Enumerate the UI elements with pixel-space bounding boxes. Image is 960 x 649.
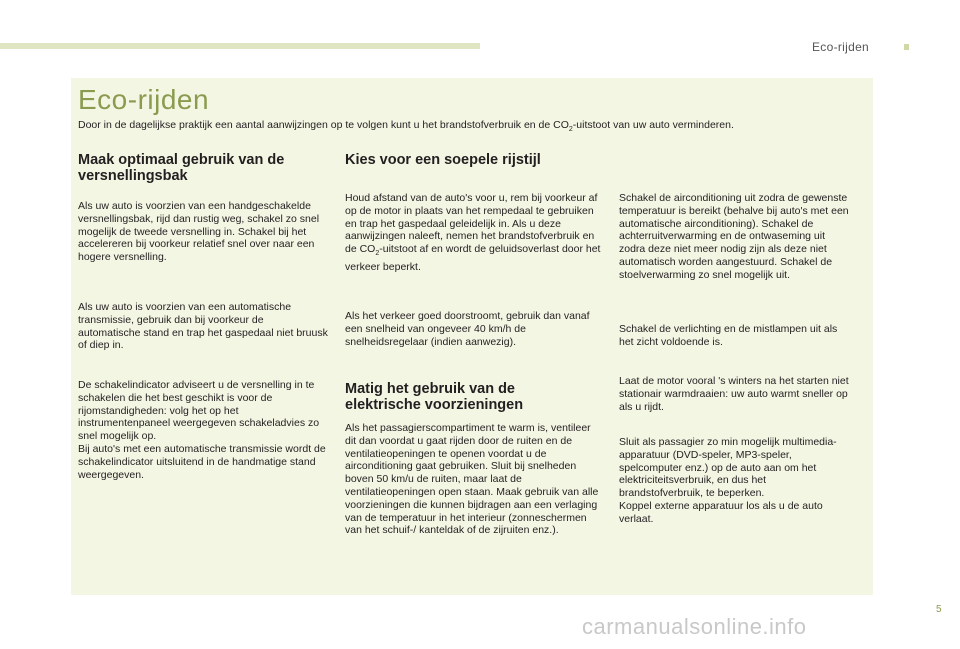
page-title: Eco-rijden bbox=[78, 84, 210, 115]
page-number: 5 bbox=[936, 604, 942, 615]
paragraph-part: Houd afstand van de auto's voor u, rem bij voorkeur af op de motor in plaats van het rempedaal te gebruiken en trap het gaspedaal geleidelijk in. Als u deze aanwijzingen naleeft, nemen het brandstofverbruik en de CO bbox=[345, 192, 598, 256]
intro-text-part: -uitstoot van uw auto verminderen. bbox=[572, 119, 734, 131]
intro-text bbox=[78, 119, 868, 136]
heading-gearbox bbox=[78, 152, 328, 184]
paragraph-lighting: Schakel de verlichting en de mistlampen uit als het zicht voldoende is. bbox=[619, 323, 838, 348]
co2-subscript: 2 bbox=[375, 250, 380, 258]
paragraph-shift-indicator bbox=[78, 379, 328, 481]
header-marker bbox=[904, 44, 909, 50]
heading-line: Matig het gebruik van de bbox=[345, 381, 515, 397]
paragraph-part: De schakelindicator adviseert u de versnelling in te schakelen die het best geschikt is voor de rijomstandigheden: volg het op het instrumentenpaneel weergegeven schakeladvies zo snel mogelijk op. bbox=[78, 379, 320, 443]
heading-line: Maak optimaal gebruik van de bbox=[78, 152, 285, 168]
paragraph-multimedia bbox=[619, 436, 851, 526]
watermark-logo: carmanualsonline.info bbox=[582, 614, 807, 639]
heading-line: versnellingsbak bbox=[78, 168, 188, 184]
heading-electrical bbox=[345, 381, 605, 413]
paragraph-smooth-driving bbox=[345, 192, 601, 274]
paragraph-ventilation: Als het passagierscompartiment te warm is, ventileer dit dan voordat u gaat rijden door de ruiten en de ventilatieopeningen te openen voordat u de airconditioning gaat gebruiken. Sluit bij snelheden boven 50 km/u de ruiten, maar laat de ventilatieopeningen open staan. Maak gebruik van alle voorzieningen die kunnen bijdragen aan een verlaging van de temperatuur in het interieur (zonneschermen van het schuif-/ kanteldak of de zijruiten enz.). bbox=[345, 422, 599, 537]
header-bar bbox=[0, 43, 480, 49]
paragraph-part: Koppel externe apparatuur los als u de auto verlaat. bbox=[619, 499, 823, 525]
paragraph-cruise-control: Als het verkeer goed doorstroomt, gebruik dan vanaf een snelheid van ongeveer 40 km/h de snelheidsregelaar (indien aanwezig). bbox=[345, 310, 590, 348]
paragraph-part: -uitstoot af en wordt de geluidsoverlast door het verkeer beperkt. bbox=[345, 243, 601, 274]
intro-text-part: Door in de dagelijkse praktijk een aantal aanwijzingen op te volgen kunt u het brandstofverbruik en de CO bbox=[78, 119, 569, 131]
paragraph-warming-up: Laat de motor vooral 's winters na het starten niet stationair warmdraaien: uw auto warmt sneller op als u rijdt. bbox=[619, 375, 849, 413]
intro-subscript: 2 bbox=[568, 126, 573, 134]
section-header: Eco-rijden bbox=[812, 40, 870, 54]
paragraph-airconditioning: Schakel de airconditioning uit zodra de gewenste temperatuur is bereikt (behalve bij auto's met een automatische airconditioning). Schakel de achterruitverwarming en de ontwaseming uit zodra deze niet meer nodig zijn als deze niet automatisch worden aangestuurd. Schakel de stoelverwarming zo snel mogelijk uit. bbox=[619, 192, 849, 281]
heading-line: elektrische voorzieningen bbox=[345, 397, 524, 413]
paragraph-part: Sluit als passagier zo min mogelijk multimedia-apparatuur (DVD-speler, MP3-speler, spelcomputer enz.) op de auto aan om het elektriciteitsverbruik, en dus het brandstofverbruik, te beperken. bbox=[619, 436, 837, 500]
paragraph-part: Bij auto's met een automatische transmissie wordt de schakelindicator uitsluitend in de handmatige stand weergegeven. bbox=[78, 442, 326, 481]
heading-smooth-driving: Kies voor een soepele rijstijl bbox=[345, 152, 541, 168]
paragraph-manual-gearbox: Als uw auto is voorzien van een handgeschakelde versnellingsbak, rijd dan rustig weg, schakel zo snel mogelijk de tweede versnelling in. Schakel bij het accelereren bij voorkeur relatief snel over naar een hogere versnelling. bbox=[78, 200, 320, 264]
paragraph-automatic-transmission: Als uw auto is voorzien van een automatische transmissie, gebruik dan bij voorkeur de automatische stand en trap het gaspedaal niet bruusk of diep in. bbox=[78, 301, 328, 352]
